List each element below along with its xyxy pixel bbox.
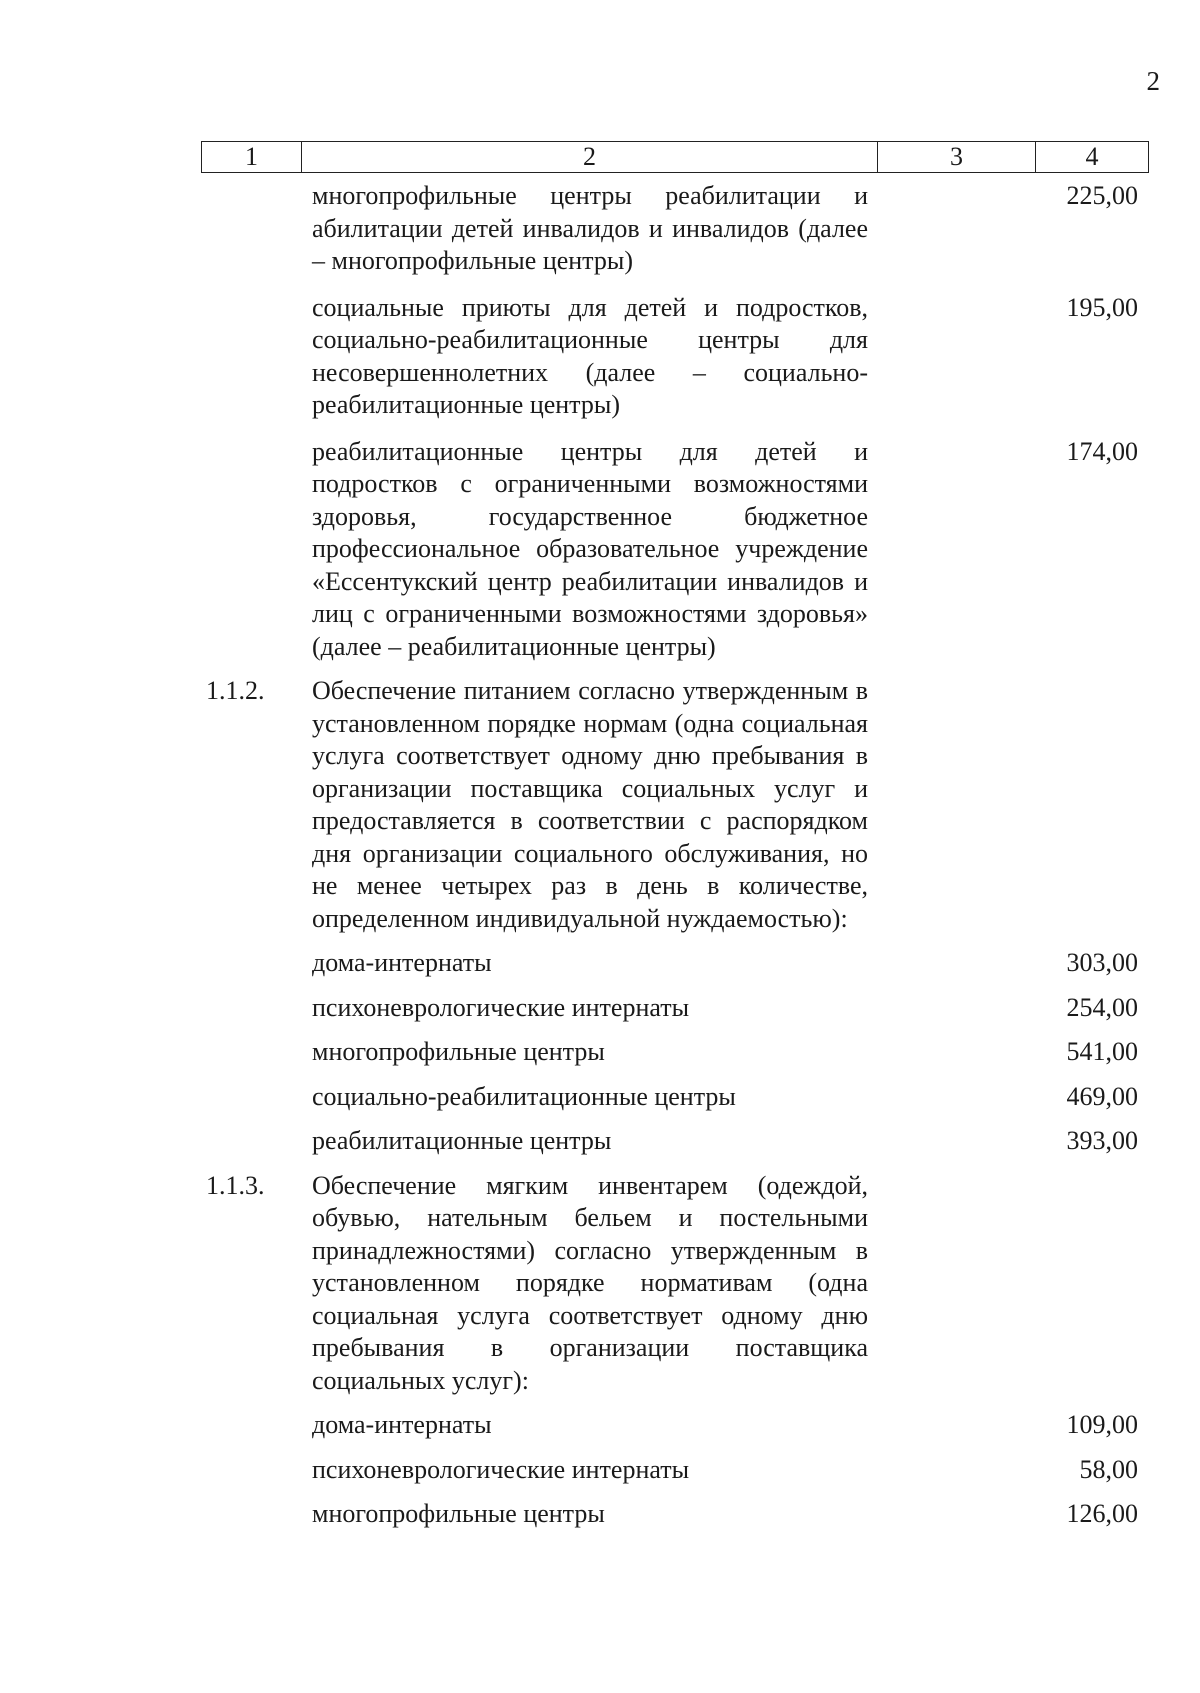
row-price: 195,00 <box>1066 292 1138 322</box>
row-description: дома-интернаты <box>312 1410 492 1439</box>
row-description: многопрофильные центры <box>312 1499 605 1528</box>
table-row <box>0 432 1200 664</box>
page-number: 2 <box>1146 66 1160 96</box>
table-row <box>0 943 1200 980</box>
column-header-2: 2 <box>302 142 878 173</box>
row-price: 225,00 <box>1066 181 1138 210</box>
table-row <box>0 1166 1200 1398</box>
table-row <box>0 1450 1200 1487</box>
row-description: Обеспечение мягким инвентарем (одеждой, обувью, нательным бельем и постельными принадлежностями) согласно утвержденным в установленном порядке нормативам (одна социальная услуга соответствует одному дню пребывания в организации поставщика социальных услуг): <box>312 1170 868 1395</box>
column-header-4: 4 <box>1036 142 1149 173</box>
row-description: многопрофильные центры реабилитации и абилитации детей инвалидов и инвалидов (далее – многопрофильные центры) <box>312 181 868 275</box>
table-row <box>0 1032 1200 1069</box>
row-price: 303,00 <box>1066 948 1138 977</box>
row-description: реабилитационные центры <box>312 1126 612 1155</box>
row-description: многопрофильные центры <box>312 1037 605 1066</box>
row-description: психоневрологические интернаты <box>312 1454 690 1484</box>
table-row <box>0 1077 1200 1114</box>
table-row <box>0 1121 1200 1158</box>
table-row <box>0 671 1200 935</box>
row-price: 393,00 <box>1066 1126 1138 1155</box>
column-header-table <box>201 141 1149 173</box>
table-row <box>0 176 1200 278</box>
row-price: 541,00 <box>1066 1037 1138 1066</box>
row-price: 109,00 <box>1066 1410 1138 1439</box>
row-description: социальные приюты для детей и подростков, социально-реабилитационные центры для несовершеннолетних (далее – социально-реабилитационные центры) <box>312 292 868 419</box>
row-description: дома-интернаты <box>312 948 492 977</box>
row-description: социально-реабилитационные центры <box>312 1081 736 1111</box>
table-row <box>0 1405 1200 1442</box>
column-header-row <box>202 142 1149 173</box>
row-price: 126,00 <box>1066 1499 1138 1528</box>
row-price: 469,00 <box>1066 1081 1138 1111</box>
table-row <box>0 988 1200 1025</box>
table-row <box>0 288 1200 422</box>
row-number: 1.1.3. <box>206 1170 265 1200</box>
table-row <box>0 1494 1200 1531</box>
row-description: психоневрологические интернаты <box>312 992 690 1022</box>
row-price: 58,00 <box>1079 1454 1138 1484</box>
row-price: 254,00 <box>1066 992 1138 1022</box>
row-number: 1.1.2. <box>206 676 265 705</box>
row-description: реабилитационные центры для детей и подростков с ограниченными возможностями здоровья, государственное бюджетное профессиональное образовательное учреждение «Ессентукский центр реабилитации инвалидов и лиц с ограниченными возможностями здоровья» (далее – реабилитационные центры) <box>312 436 868 661</box>
row-description: Обеспечение питанием согласно утвержденным в установленном порядке нормам (одна социальная услуга соответствует одному дню пребывания в организации поставщика социальных услуг и предоставляется в соответствии с распорядком дня организации социального обслуживания, но не менее четырех раз в день в количестве, определенном индивидуальной нуждаемостью): <box>312 676 868 933</box>
column-header-1: 1 <box>202 142 302 173</box>
column-header-3: 3 <box>878 142 1036 173</box>
table-body <box>0 176 1200 1539</box>
row-price: 174,00 <box>1066 436 1138 466</box>
